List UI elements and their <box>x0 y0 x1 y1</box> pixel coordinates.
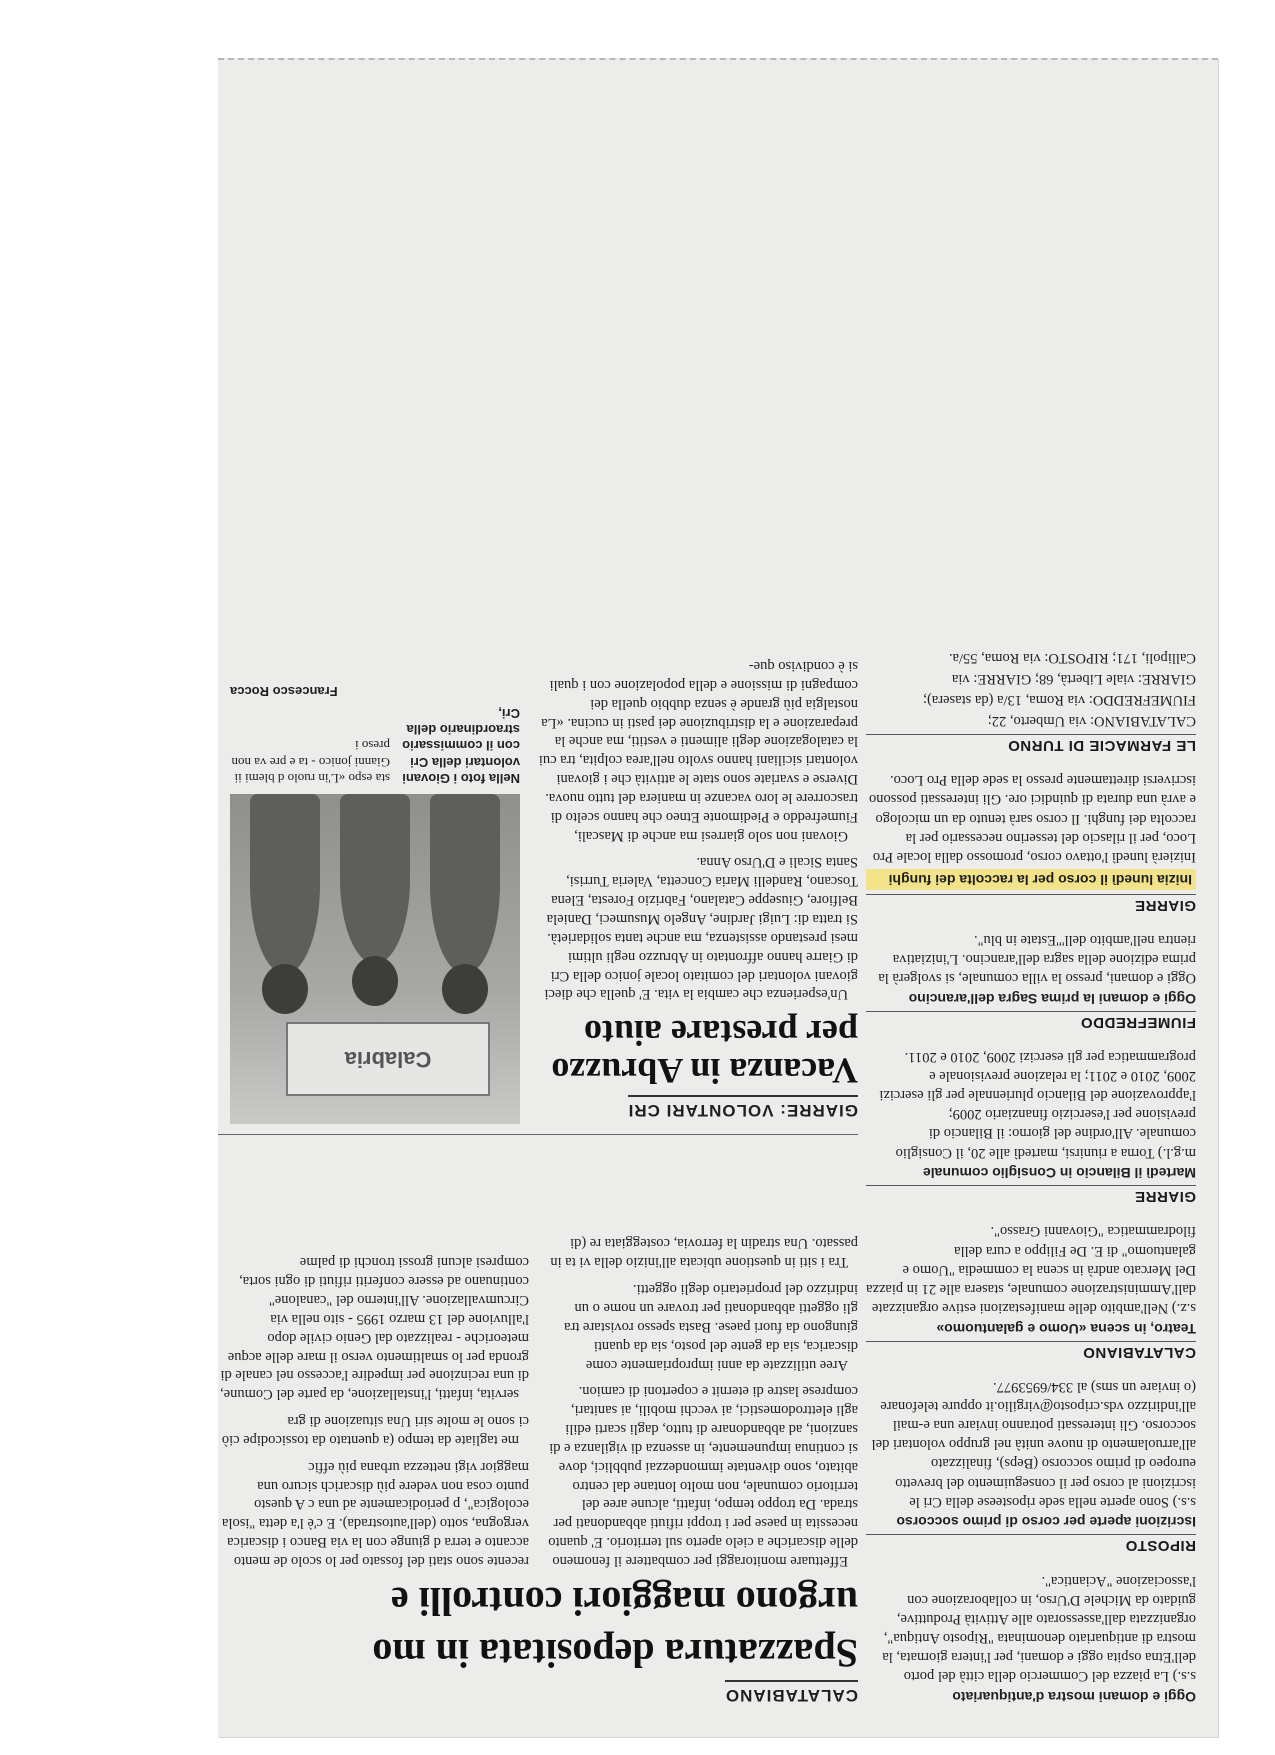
photo-block <box>230 684 520 1124</box>
notice-title: Oggi e domani la prima Sagra dell'arancino <box>908 990 1196 1007</box>
notices-column <box>866 69 1196 1709</box>
article-paragraph: Effettuare monitoraggi per combattere il fenomeno delle discariche a cielo aperto sul territorio. E' quanto necessita in paese per i troppi rifiuti abbandonati per strada. Da troppo tempo, infatti, alcune aree del territorio comunale, non molto lontane dal centro abitato, sono diventate immondezzai pubblici, dove si continua impunemente, in assenza di vigilanza e di sanzioni, ad abbandonare di tutto, dagli scarti edili agli elettrodomestici, ai vecchi mobili, ai sanitari, comprese lastre di eternit e copertoni di camion. <box>548 1383 858 1569</box>
notice-body: Oggi e domani, presso la villa comunale, si svolgerà la prima edizione della sagra dell'arancino. L'iniziativa rientra nell'ambito dell'"Estate in blu". <box>878 931 1196 987</box>
article-headline: Vacanza in Abruzzo per prestare aiuto <box>551 1013 858 1091</box>
photo-person <box>430 794 500 974</box>
article-paragraph: Giovani non solo giarresi ma anche di Mascali, Fiumefreddo e Piedimonte Etneo che hanno scelto di trascorrere le loro vacanze in maniera del tutto nuova. Diverse e svariate sono state le attività che i giovani volontari siciliani hanno svolto nell'area colpita, tra cui la catalogazione degli alimenti e vestiti, ma anche la preparazione e la distribuzione dei pasti in cucina. «La nostalgia più grande è senza dubbio quella dei compagni di missione e della popolazione con i quali si è condiviso que- <box>538 658 858 844</box>
page-rotated-180 <box>218 60 1218 1737</box>
notice-title: Iscrizioni aperte per corso di primo soccorso <box>896 1514 1196 1531</box>
photo-caption-row <box>230 705 520 786</box>
pharmacy-line: CALATABIANO: via Umberto, 22; <box>987 713 1196 730</box>
article-paragraph: Tra i siti in questione ubicata all'inizio della vi ta in passato. Una stradin la ferrovia, costeggiata re (di recente sono stati del fossato per lo scolo de mento accanto e terra d giunge con la via Banco i discarica vergogna, sotto (dell'autostrada). E c'è l'a detta "isola ecologica", p periodicamente ad una c A questo punto cosa non vedere più discarich sicuro una maggior vigi nettezza urbana più effic <box>221 1235 858 1569</box>
article-headline-line: urgono maggiori controlli e <box>391 1579 858 1624</box>
article-city: CALATABIANO <box>725 1680 858 1709</box>
notice-title: Martedì il Bilancio in Consiglio comunale <box>922 1165 1196 1182</box>
notice-city: FIUMEFREDDO <box>866 1011 1196 1041</box>
article-paragraph: servita, infatti, l'installazione, da parte del Comune, di una recinzione per impedire l'accesso nel canale di gronda per lo smaltimento verso il mare delle acque meteoriche - realizzato dal Genio civile dopo l'alluvione del 13 marzo 1995 - sito nella via Circumvallazione. All'interno del "canalone" continuano ad essere conferiti rifiuti di ogni sorta, compresi alcuni grossi tronchi di palme <box>220 1254 529 1403</box>
notice-city: CALATABIANO <box>866 1341 1196 1371</box>
articles-column <box>218 69 858 1709</box>
article-spazzatura <box>218 1149 858 1709</box>
notice-title: Oggi e domani mostra d'antiquariato <box>952 1689 1196 1705</box>
pharmacy-line: Callipoli, 171; RIPOSTO: via Roma, 55/a. <box>948 649 1196 666</box>
article-volontari-cri <box>218 324 858 1124</box>
notice-body: s.s.) La piazza del Commercio della città del porto dell'Etna ospita oggi e domani, per l'intera giornata, la mostra di antiquariato denominata "Riposto Antiqua", organizzata dall'assessorato alle Attività Produttive, guidato da Michele D'Urso, in collaborazione con l'associazione "Aciantica". <box>882 1572 1196 1685</box>
notice-item <box>866 1047 1196 1216</box>
article-divider <box>218 1134 858 1135</box>
newspaper-clipping <box>218 58 1218 1737</box>
article-paragraph: Un'esperienza che cambia la vita. E' quella che dieci giovani volontari del comitato locale jonico della Cri di Giarre hanno affrontato in Abruzzo negli ultimi mesi prestando assistenza, ma anche tanta solidarietà. Si tratta di: Luigi Jardine, Angelo Musumeci, Daniela Belfiore, Giuseppe Catalano, Fabrizio Foresta, Elena Toscano, Randelli Maria Concetta, Valeria Turrisi, Santa Sicali e D'Urso Anna. <box>544 854 858 1003</box>
article-paragraph: Aree utilizzate da anni impropriamente come discarica, sia da gente del posto, sia da quanti giungono da fuori paese. Basta spesso rovistare tra gli oggetti abbandonati per trovare un nome o un indirizzo del proprietario degli oggetti. <box>564 1281 858 1373</box>
notice-item <box>866 930 1196 1041</box>
notice-item <box>866 1377 1196 1565</box>
article-text-block <box>538 648 858 1124</box>
pharmacy-line: FIUMEFREDDO: via Roma, 13/a (da stasera); <box>922 692 1196 709</box>
photo-person <box>250 794 320 974</box>
pharmacy-title: LE FARMACIE DI TURNO <box>866 734 1196 764</box>
photo-banner: Calabria <box>286 1022 490 1096</box>
notice-body: s.z.) Nell'ambito delle manifestazioni estive organizzate dall'Amministrazione comunale, stasera alle 21 in piazza Del Mercato andrà in scena la commedia "Uomo e galantuomo" di E. De Filippo a cura della filodrammatica "Giovanni Grasso". <box>866 1223 1196 1316</box>
notice-body: m.g.l.) Torna a riunirsi, martedì alle 20, il Consiglio comunale. All'ordine del giorno: il Bilancio di previsione per l'esercizio finanziario 2009; l'approvazione del Bilancio pluriennale per gli esercizi 2009, 2010 e 2011; la relazione previsionale e programmatica per gli esercizi 2009, 2010 e 2011. <box>879 1048 1196 1161</box>
photo-person-head <box>442 964 488 1014</box>
notice-city: GIARRE <box>866 1185 1196 1215</box>
photo-caption: Nella foto i Giovani volontari della Cri con il commissario straordinario della Cri, <box>402 706 520 786</box>
volunteers-photo <box>230 794 520 1124</box>
notice-body: Inizierà lunedì l'ottavo corso, promosso dalla locale Pro Loco, per il rilascio del tesserino necessario per la raccolta dei funghi. Il corso sarà tenuto da un micologo e avrà una durata di quindici ore. Gli interessati possono iscriversi direttamente presso la sede della Pro Loco. <box>869 772 1196 865</box>
article-headline-line: Spazzatura depositata in mo <box>372 1631 858 1676</box>
pharmacy-list <box>866 648 1196 765</box>
notice-body: s.s.) Sono aperte nella sede riposteese della Cri le iscrizioni al corso per il conseguimento del brevetto europeo di primo soccorso (Beps), finalizzato all'arruolamento di nuove unità nel gruppo volontari del soccorso. Gli interessati potranno inviare una e-mail all'indirizzo vds.criposto@virgilio.it oppure telefonare (o inviare un sms) al 334/6953977. <box>871 1378 1196 1510</box>
article-body <box>538 648 858 1003</box>
article-paragraph: me tagliate da tempo (a quentato da tossicodipe ciò ci sono le molte siri Una situazione di gra <box>221 1413 529 1448</box>
photo-person-head <box>262 964 308 1014</box>
notice-city: RIPOSTO <box>866 1534 1196 1564</box>
article-body <box>218 1234 858 1570</box>
notice-title: Teatro, in scena «Uomo e galantuomo» <box>936 1320 1196 1337</box>
notice-item <box>866 1570 1196 1705</box>
photo-person <box>340 794 410 964</box>
adjacent-column-text: sta espo «L'in ruolo d blemi ii Gianni jonico - ta e pre va non preso i <box>231 738 390 786</box>
photo-byline: Francesco Rocca <box>230 683 338 699</box>
notice-title-highlighted: Inizia lunedì il corso per la raccolta dei funghi <box>866 869 1196 890</box>
article-kicker: GIARRE: VOLONTARI CRI <box>628 1095 858 1124</box>
notice-item <box>866 1221 1196 1370</box>
pharmacy-line: GIARRE: viale Libertà, 68; GIARRE: via <box>951 670 1196 687</box>
photo-person-head <box>352 956 398 1006</box>
notice-item <box>866 770 1196 923</box>
notice-city: GIARRE <box>866 894 1196 924</box>
